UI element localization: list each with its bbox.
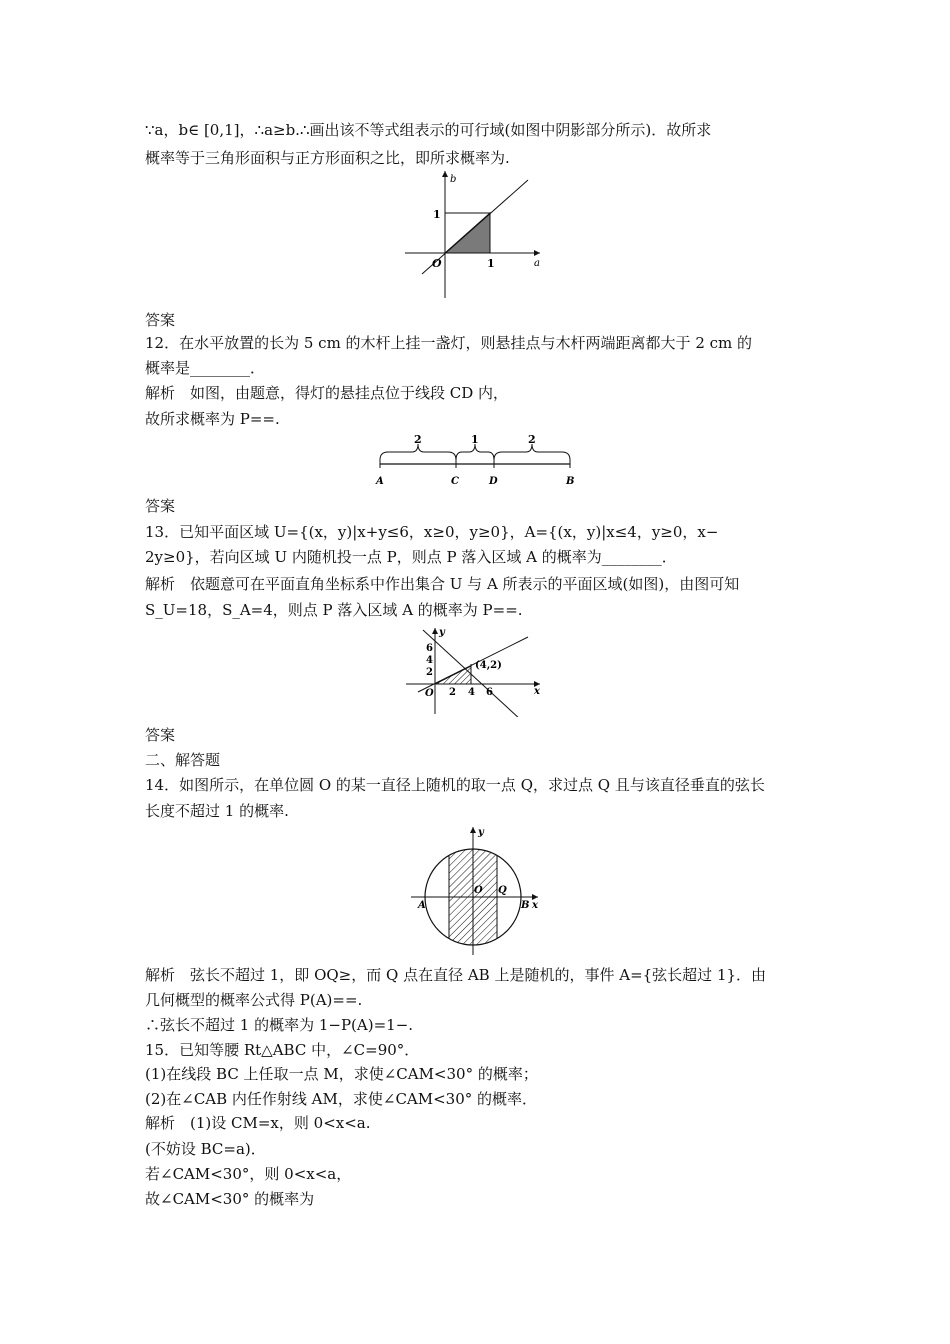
axis-label-y: y (439, 627, 445, 638)
figure-unit-circle (408, 822, 548, 957)
tick-label-y: 2 (426, 667, 433, 678)
figure-region-ab (400, 168, 550, 303)
text-line: 14．如图所示，在单位圆 O 的某一直径上随机的取一点 Q，求过点 Q 且与该直径垂直的弦长 (145, 776, 765, 794)
tick-label-x: 6 (486, 687, 493, 698)
section-heading: 二、解答题 (145, 751, 221, 769)
brace-right (494, 444, 570, 460)
text-line: (1)在线段 BC 上任取一点 M，求使∠CAM<30° 的概率； (145, 1065, 538, 1083)
figure-coordinate-region (403, 622, 548, 717)
point-label-C: C (451, 476, 459, 487)
figure-segment (372, 430, 582, 490)
tick-label-a-1: 1 (487, 257, 495, 270)
length-label: 2 (414, 433, 422, 446)
text-line: 解析 如图，由题意，得灯的悬挂点位于线段 CD 内， (145, 384, 509, 402)
tick-label-y: 6 (426, 643, 433, 654)
text-line: 13．已知平面区域 U={(x，y)|x+y≤6，x≥0，y≥0}，A={(x，y)|x≤4，y≥0，x− (145, 523, 719, 541)
text-line: 12．在水平放置的长为 5 cm 的木杆上挂一盏灯，则悬挂点与木杆两端距离都大于 2 cm 的 (145, 334, 753, 352)
text-line: 解析 (1)设 CM=x，则 0<x<a. (145, 1114, 371, 1132)
origin-label: O (432, 257, 442, 270)
length-label: 1 (471, 433, 479, 446)
axis-label-x: x (534, 686, 540, 697)
text-line: 解析 弦长不超过 1，即 OQ≥，而 Q 点在直径 AB 上是随机的，事件 A={弦长超过 1}．由 (145, 966, 767, 984)
text-line: (不妨设 BC=a)． (145, 1140, 266, 1158)
text-line: 概率是________． (145, 359, 266, 377)
text-line: ∴弦长不超过 1 的概率为 1−P(A)=1−. (145, 1016, 414, 1034)
tick-label-b-1: 1 (433, 208, 441, 221)
text-line: 故∠CAM<30° 的概率为 (145, 1190, 315, 1208)
origin-label: O (425, 688, 434, 699)
point-label-O: O (474, 885, 483, 896)
answer-label: 答案 (145, 311, 176, 329)
point-label: (4,2) (475, 660, 502, 671)
point-label-A: A (418, 900, 426, 911)
point-label-B: B (521, 900, 530, 911)
brace-left (380, 444, 456, 460)
axis-label-b: b (450, 174, 457, 185)
answer-label: 答案 (145, 726, 176, 744)
text-line: (2)在∠CAB 内任作射线 AM，求使∠CAM<30° 的概率． (145, 1090, 538, 1108)
text-line: S_U=18，S_A=4，则点 P 落入区域 A 的概率为 P==. (145, 601, 523, 619)
point-label-A: A (376, 476, 384, 487)
axis-label-y: y (478, 827, 484, 838)
line-x-plus-y-6 (423, 630, 521, 717)
tick-label-y: 4 (426, 655, 433, 666)
text-line: 2y≥0}，若向区域 U 内随机投一点 P，则点 P 落入区域 A 的概率为________． (145, 548, 677, 566)
text-line: 几何概型的概率公式得 P(A)==. (145, 991, 363, 1009)
text-line: 长度不超过 1 的概率. (145, 802, 289, 820)
point-label-Q: Q (498, 885, 507, 896)
length-label: 2 (528, 433, 536, 446)
tick-label-x: 4 (468, 687, 475, 698)
text-line: 概率等于三角形面积与正方形面积之比，即所求概率为. (145, 149, 510, 167)
text-line: ∵a，b∈ [0,1]，∴a≥b.∴画出该不等式组表示的可行域(如图中阴影部分所示)．故所求 (145, 121, 712, 139)
tick-label-x: 2 (449, 687, 456, 698)
point-label-D: D (489, 476, 498, 487)
text-line: 若∠CAM<30°，则 0<x<a， (145, 1165, 352, 1183)
text-line: 解析 依题意可在平面直角坐标系中作出集合 U 与 A 所表示的平面区域(如图)，由图可知 (145, 575, 740, 593)
point-label-B: B (566, 476, 575, 487)
brace-middle (456, 444, 494, 460)
text-line: 故所求概率为 P==. (145, 410, 280, 428)
text-line: 15．已知等腰 Rt△ABC 中，∠C=90°． (145, 1041, 420, 1059)
axis-label-a: a (534, 258, 540, 269)
answer-label: 答案 (145, 497, 176, 515)
axis-label-x: x (532, 900, 538, 911)
